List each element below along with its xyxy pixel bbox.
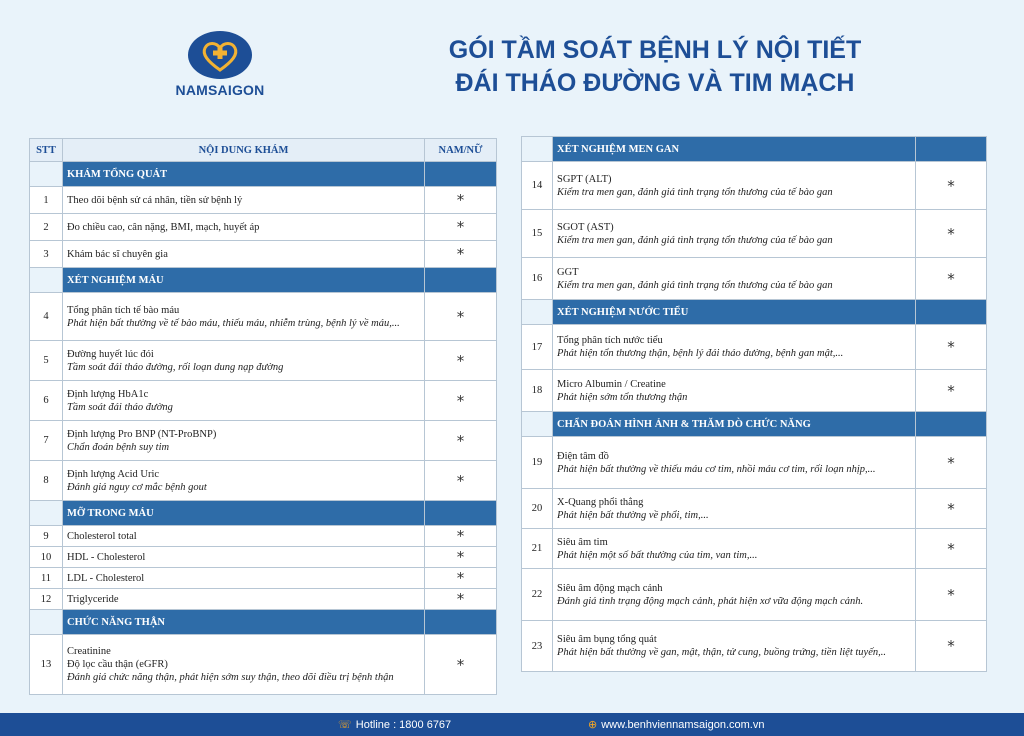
row-content xyxy=(553,437,916,489)
website-link[interactable] xyxy=(588,718,764,731)
table-row xyxy=(30,589,497,610)
applies-mark: * xyxy=(425,635,497,695)
row-number: 9 xyxy=(30,526,63,547)
row-number: 16 xyxy=(522,258,553,300)
logo-heart-icon xyxy=(187,30,253,80)
section-row xyxy=(30,162,497,187)
applies-mark: * xyxy=(916,370,987,412)
row-name: SGPT (ALT) xyxy=(557,173,612,185)
row-name: Cholesterol total xyxy=(67,530,137,542)
row-number: 22 xyxy=(522,569,553,621)
section-title: XÉT NGHIỆM MEN GAN xyxy=(553,137,916,162)
table-header-row xyxy=(30,139,497,162)
applies-mark: * xyxy=(425,214,497,241)
row-content xyxy=(63,589,425,610)
page-title xyxy=(400,34,910,100)
row-description: Phát hiện bất thường về thiếu máu cơ tim, nhồi máu cơ tim, rối loạn nhịp,... xyxy=(557,463,876,475)
row-content xyxy=(553,529,916,569)
table-row xyxy=(30,214,497,241)
table-row xyxy=(30,568,497,589)
row-number: 21 xyxy=(522,529,553,569)
phone-icon: ☏ xyxy=(338,718,352,731)
applies-mark: * xyxy=(425,589,497,610)
applies-mark: * xyxy=(916,210,987,258)
row-number: 8 xyxy=(30,461,63,501)
applies-mark: * xyxy=(425,568,497,589)
row-number: 20 xyxy=(522,489,553,529)
applies-mark: * xyxy=(916,162,987,210)
section-row xyxy=(30,268,497,293)
row-content xyxy=(63,526,425,547)
row-number: 17 xyxy=(522,325,553,370)
table-row xyxy=(30,526,497,547)
applies-mark: * xyxy=(425,526,497,547)
applies-mark: * xyxy=(425,293,497,341)
table-row xyxy=(522,325,987,370)
row-name: Siêu âm tim xyxy=(557,536,608,548)
section-row xyxy=(522,137,987,162)
col-header-stt: STT xyxy=(30,139,63,162)
table-row xyxy=(522,569,987,621)
table-row xyxy=(30,635,497,695)
row-name: Triglyceride xyxy=(67,593,119,605)
applies-mark: * xyxy=(425,421,497,461)
row-content xyxy=(553,569,916,621)
title-line-2: ĐÁI THÁO ĐƯỜNG VÀ TIM MẠCH xyxy=(455,69,855,97)
row-name-2: Độ lọc cầu thận (eGFR) xyxy=(67,659,168,670)
row-content xyxy=(63,461,425,501)
row-content xyxy=(553,258,916,300)
row-name: Định lượng HbA1c xyxy=(67,388,149,400)
row-number: 15 xyxy=(522,210,553,258)
row-description: Tầm soát đái tháo đường xyxy=(67,401,173,413)
row-content xyxy=(63,381,425,421)
row-name: SGOT (AST) xyxy=(557,221,614,233)
col-header-gender: NAM/NỮ xyxy=(425,139,497,162)
row-description: Đánh giá tình trạng động mạch cảnh, phát hiện xơ vữa động mạch cảnh. xyxy=(557,595,864,607)
row-name: Đường huyết lúc đói xyxy=(67,348,154,360)
row-content xyxy=(63,341,425,381)
row-number: 7 xyxy=(30,421,63,461)
row-name: X-Quang phổi thẳng xyxy=(557,496,644,508)
row-description: Phát hiện một số bất thường của tim, van tim,... xyxy=(557,549,758,561)
table-row xyxy=(30,241,497,268)
row-description: Phát hiện bất thường về tế bào máu, thiếu máu, nhiễm trùng, bệnh lý về máu,... xyxy=(67,317,400,329)
row-content xyxy=(553,162,916,210)
globe-icon: ⊕ xyxy=(588,718,598,731)
row-name: LDL - Cholesterol xyxy=(67,572,145,584)
hotline[interactable] xyxy=(338,718,451,731)
row-number: 2 xyxy=(30,214,63,241)
table-row xyxy=(522,437,987,489)
section-row xyxy=(522,300,987,325)
applies-mark: * xyxy=(425,461,497,501)
applies-mark: * xyxy=(916,325,987,370)
row-number: 10 xyxy=(30,547,63,568)
row-number: 13 xyxy=(30,635,63,695)
row-number: 5 xyxy=(30,341,63,381)
row-content xyxy=(63,293,425,341)
row-content xyxy=(553,621,916,672)
row-content xyxy=(553,210,916,258)
row-description: Kiểm tra men gan, đánh giá tình trạng tổn thương của tế bào gan xyxy=(557,234,833,246)
title-line-1: GÓI TẦM SOÁT BỆNH LÝ NỘI TIẾT xyxy=(448,36,862,64)
row-number: 11 xyxy=(30,568,63,589)
applies-mark: * xyxy=(916,437,987,489)
row-name: Micro Albumin / Creatine xyxy=(557,378,666,390)
applies-mark: * xyxy=(425,381,497,421)
row-name: Khám bác sĩ chuyên gia xyxy=(67,248,168,260)
row-content xyxy=(553,325,916,370)
section-row xyxy=(30,610,497,635)
row-name: Tổng phân tích nước tiểu xyxy=(557,335,663,346)
row-number: 18 xyxy=(522,370,553,412)
table-row xyxy=(522,258,987,300)
table-row xyxy=(522,210,987,258)
row-description: Phát hiện tổn thương thận, bệnh lý đái tháo đường, bệnh gan mật,... xyxy=(557,348,844,359)
table-row xyxy=(30,341,497,381)
row-number: 19 xyxy=(522,437,553,489)
row-content xyxy=(553,370,916,412)
row-description: Kiểm tra men gan, đánh giá tình trạng tổn thương của tế bào gan xyxy=(557,186,833,198)
row-number: 1 xyxy=(30,187,63,214)
section-title: KHÁM TỔNG QUÁT xyxy=(63,162,425,187)
row-description: Kiểm tra men gan, đánh giá tình trạng tổn thương của tế bào gan xyxy=(557,279,833,291)
row-description: Đánh giá nguy cơ mắc bệnh gout xyxy=(67,481,207,493)
row-number: 12 xyxy=(30,589,63,610)
row-number: 14 xyxy=(522,162,553,210)
row-name: Định lượng Pro BNP (NT-ProBNP) xyxy=(67,428,217,440)
row-content xyxy=(63,421,425,461)
section-title: CHẨN ĐOÁN HÌNH ẢNH & THĂM DÒ CHỨC NĂNG xyxy=(553,412,916,437)
row-name: Creatinine xyxy=(67,646,111,657)
table-row xyxy=(30,381,497,421)
footer-bar xyxy=(0,713,1024,736)
row-name: Đo chiều cao, cân nặng, BMI, mạch, huyết áp xyxy=(67,221,260,233)
row-description: Phát hiện bất thường về phổi, tim,... xyxy=(557,509,709,521)
section-title: XÉT NGHIỆM NƯỚC TIỂU xyxy=(553,300,916,325)
table-row xyxy=(522,621,987,672)
applies-mark: * xyxy=(916,489,987,529)
row-description: Tầm soát đái tháo đường, rối loạn dung nạp đường xyxy=(67,361,284,373)
row-number: 4 xyxy=(30,293,63,341)
row-content xyxy=(63,241,425,268)
row-description: Chẩn đoán bệnh suy tim xyxy=(67,441,170,453)
section-title: CHỨC NĂNG THẬN xyxy=(63,610,425,635)
section-row xyxy=(522,412,987,437)
applies-mark: * xyxy=(916,621,987,672)
website-text: www.benhviennamsaigon.com.vn xyxy=(601,719,765,731)
table-row xyxy=(522,489,987,529)
row-name: Siêu âm bụng tổng quát xyxy=(557,634,657,645)
applies-mark: * xyxy=(425,547,497,568)
table-row xyxy=(522,162,987,210)
hotline-text: Hotline : 1800 6767 xyxy=(355,719,452,731)
applies-mark: * xyxy=(425,187,497,214)
row-content xyxy=(63,635,425,695)
table-row xyxy=(522,529,987,569)
row-name: Siêu âm động mạch cảnh xyxy=(557,582,663,594)
col-header-content: NỘI DUNG KHÁM xyxy=(63,139,425,162)
exam-table-left xyxy=(29,138,497,695)
row-name: HDL - Cholesterol xyxy=(67,551,146,563)
row-number: 3 xyxy=(30,241,63,268)
row-name: Tổng phân tích tế bào máu xyxy=(67,304,180,316)
table-row xyxy=(30,187,497,214)
table-row xyxy=(30,461,497,501)
row-description: Phát hiện sớm tổn thương thận xyxy=(557,391,688,403)
row-content xyxy=(553,489,916,529)
row-content xyxy=(63,187,425,214)
brand-name: NAMSAIGON xyxy=(175,82,265,98)
applies-mark: * xyxy=(425,241,497,268)
row-name: Định lượng Acid Uric xyxy=(67,468,160,480)
row-description: Đánh giá chức năng thận, phát hiện sớm suy thận, theo dõi điều trị bệnh thận xyxy=(67,672,394,683)
row-name: GGT xyxy=(557,266,579,278)
row-number: 23 xyxy=(522,621,553,672)
row-name: Theo dõi bệnh sử cá nhân, tiền sử bệnh lý xyxy=(67,194,243,206)
hospital-logo xyxy=(170,30,270,98)
section-title: XÉT NGHIỆM MÁU xyxy=(63,268,425,293)
applies-mark: * xyxy=(916,258,987,300)
applies-mark: * xyxy=(916,569,987,621)
section-row xyxy=(30,501,497,526)
exam-table-right xyxy=(521,136,987,672)
table-row xyxy=(30,293,497,341)
table-row xyxy=(522,370,987,412)
row-description: Phát hiện bất thường về gan, mật, thận, tử cung, buồng trứng, tiền liệt tuyến,.. xyxy=(557,647,886,658)
row-content xyxy=(63,547,425,568)
row-number: 6 xyxy=(30,381,63,421)
section-title: MỠ TRONG MÁU xyxy=(63,501,425,526)
applies-mark: * xyxy=(425,341,497,381)
row-content xyxy=(63,568,425,589)
row-content xyxy=(63,214,425,241)
applies-mark: * xyxy=(916,529,987,569)
table-row xyxy=(30,421,497,461)
row-name: Điện tâm đồ xyxy=(557,450,609,462)
table-row xyxy=(30,547,497,568)
